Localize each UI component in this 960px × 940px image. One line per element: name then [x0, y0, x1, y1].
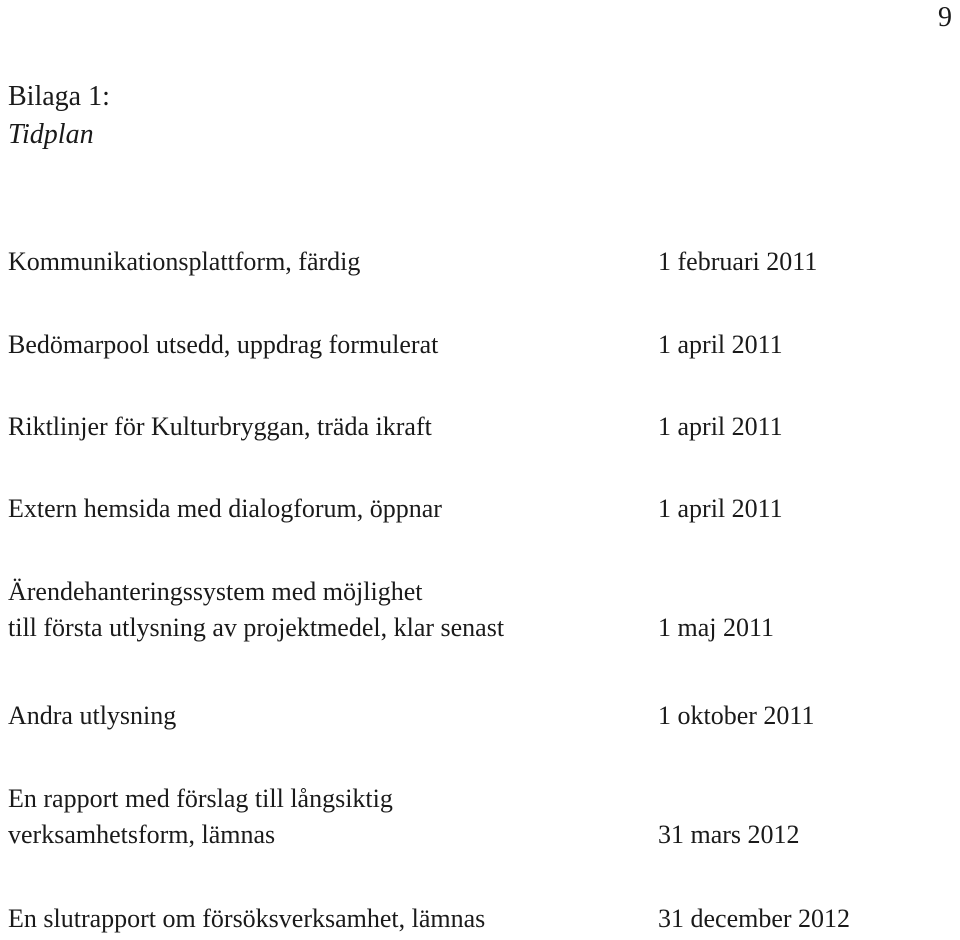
appendix-heading [8, 78, 110, 154]
appendix-subtitle: Tidplan [8, 119, 94, 150]
schedule-item-label-line: verksamhetsform, lämnas [8, 820, 276, 849]
schedule-item-label [8, 244, 360, 280]
appendix-title: Bilaga 1: [8, 81, 110, 112]
schedule-item-label [8, 781, 393, 853]
schedule-row [8, 781, 948, 853]
schedule-item-date: 1 april 2011 [658, 412, 783, 441]
schedule-item-label-line: Andra utlysning [8, 701, 177, 730]
schedule-row [8, 698, 948, 734]
page-number: 9 [938, 2, 952, 33]
schedule-item-label-line: Kommunikationsplattform, färdig [8, 247, 361, 276]
schedule-row [8, 327, 948, 363]
schedule-item-date: 1 april 2011 [658, 330, 783, 359]
schedule-item-date: 31 mars 2012 [658, 820, 800, 849]
schedule-item-label [8, 698, 176, 734]
schedule-item-label [8, 574, 504, 646]
schedule-item-date: 1 maj 2011 [658, 613, 775, 642]
schedule-item-label-line: En slutrapport om försöksverksamhet, lämnas [8, 904, 486, 933]
schedule-item-date: 1 februari 2011 [658, 247, 818, 276]
schedule-item-label-line: Riktlinjer för Kulturbryggan, träda ikraft [8, 412, 432, 441]
schedule-item-date: 1 april 2011 [658, 494, 783, 523]
schedule-item-label-line: till första utlysning av projektmedel, klar senast [8, 613, 505, 642]
schedule-item-label [8, 491, 442, 527]
schedule-row [8, 574, 948, 646]
schedule-row [8, 409, 948, 445]
schedule-item-label-line: Bedömarpool utsedd, uppdrag formulerat [8, 330, 439, 359]
schedule-item-label [8, 327, 438, 363]
schedule-row [8, 491, 948, 527]
schedule-item-label-line: Ärendehanteringssystem med möjlighet [8, 577, 423, 606]
schedule-row [8, 244, 948, 280]
schedule-item-date: 1 oktober 2011 [658, 701, 815, 730]
schedule-item-label [8, 901, 485, 937]
schedule-item-label-line: Extern hemsida med dialogforum, öppnar [8, 494, 442, 523]
schedule-row [8, 901, 948, 937]
schedule-item-date: 31 december 2012 [658, 904, 851, 933]
schedule-item-label [8, 409, 432, 445]
schedule-item-label-line: En rapport med förslag till långsiktig [8, 784, 393, 813]
